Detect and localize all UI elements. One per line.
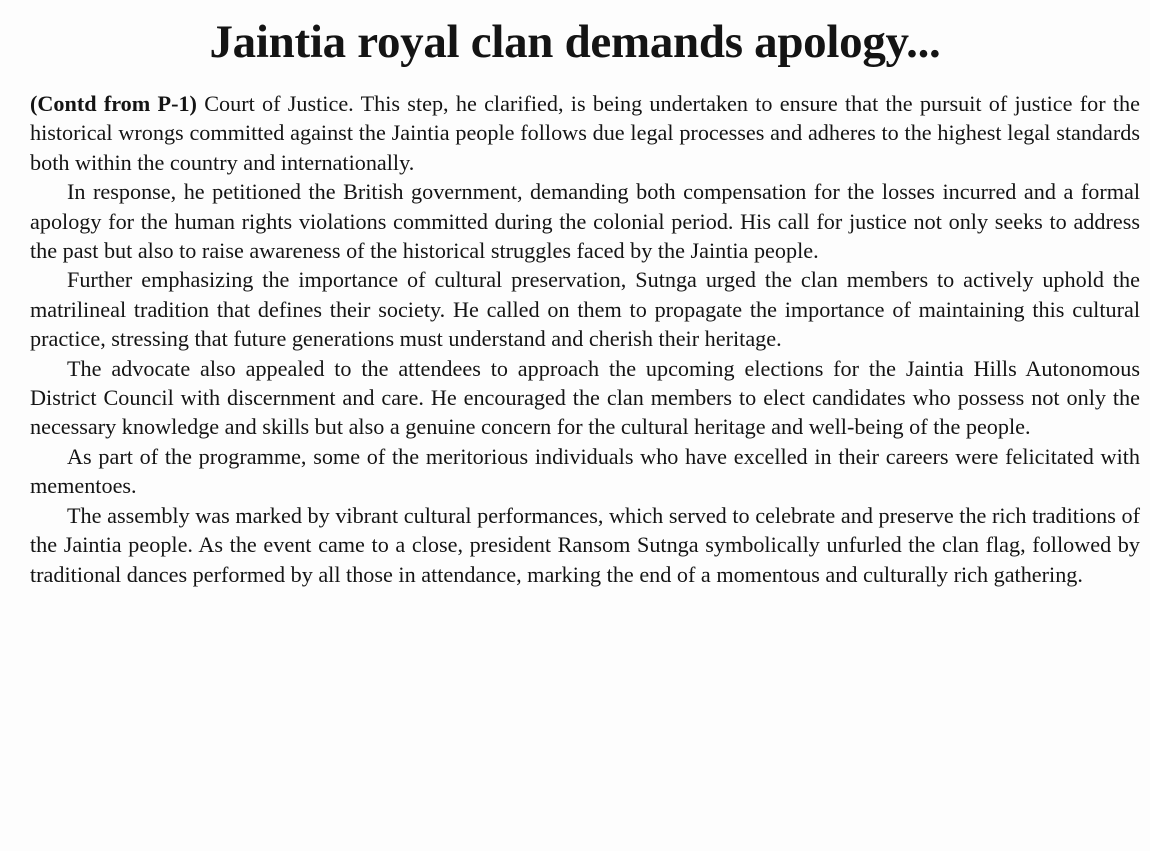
article-body xyxy=(30,89,1140,589)
paragraph-1 xyxy=(30,89,1140,177)
continuation-lead-in: (Contd from P-1) xyxy=(30,91,197,116)
paragraph-2: In response, he petitioned the British government, demanding both compensation for the losses incurred and a formal apology for the human rights violations committed during the colonial period. His call for justice not only seeks to address the past but also to raise awareness of the historical struggles faced by the Jaintia people. xyxy=(30,179,1140,264)
paragraph-3: Further emphasizing the importance of cultural preservation, Sutnga urged the clan members to actively uphold the matrilineal tradition that defines their society. He called on them to propagate the importance of maintaining this cultural practice, stressing that future generations must understand and cherish their heritage. xyxy=(30,267,1140,352)
paragraph-4: The advocate also appealed to the attendees to approach the upcoming elections for the Jaintia Hills Autonomous District Council with discernment and care. He encouraged the clan members to elect candidates who possess not only the necessary knowledge and skills but also a genuine concern for the cultural heritage and well-being of the people. xyxy=(30,355,1140,440)
paragraph-5: As part of the programme, some of the meritorious individuals who have excelled in their careers were felicitated with mementoes. xyxy=(30,443,1140,499)
headline: Jaintia royal clan demands apology... xyxy=(209,16,941,68)
paragraph-1-text: Court of Justice. This step, he clarified, is being undertaken to ensure that the pursuit of justice for the historical wrongs committed against the Jaintia people follows due legal processes and adheres to the highest legal standards both within the country and internationally. xyxy=(30,91,1140,175)
paragraph-6: The assembly was marked by vibrant cultural performances, which served to celebrate and preserve the rich traditions of the Jaintia people. As the event came to a close, president Ransom Sutnga symbolically unfurled the clan flag, followed by traditional dances performed by all those in attendance, marking the end of a momentous and culturally rich gathering. xyxy=(30,502,1140,587)
